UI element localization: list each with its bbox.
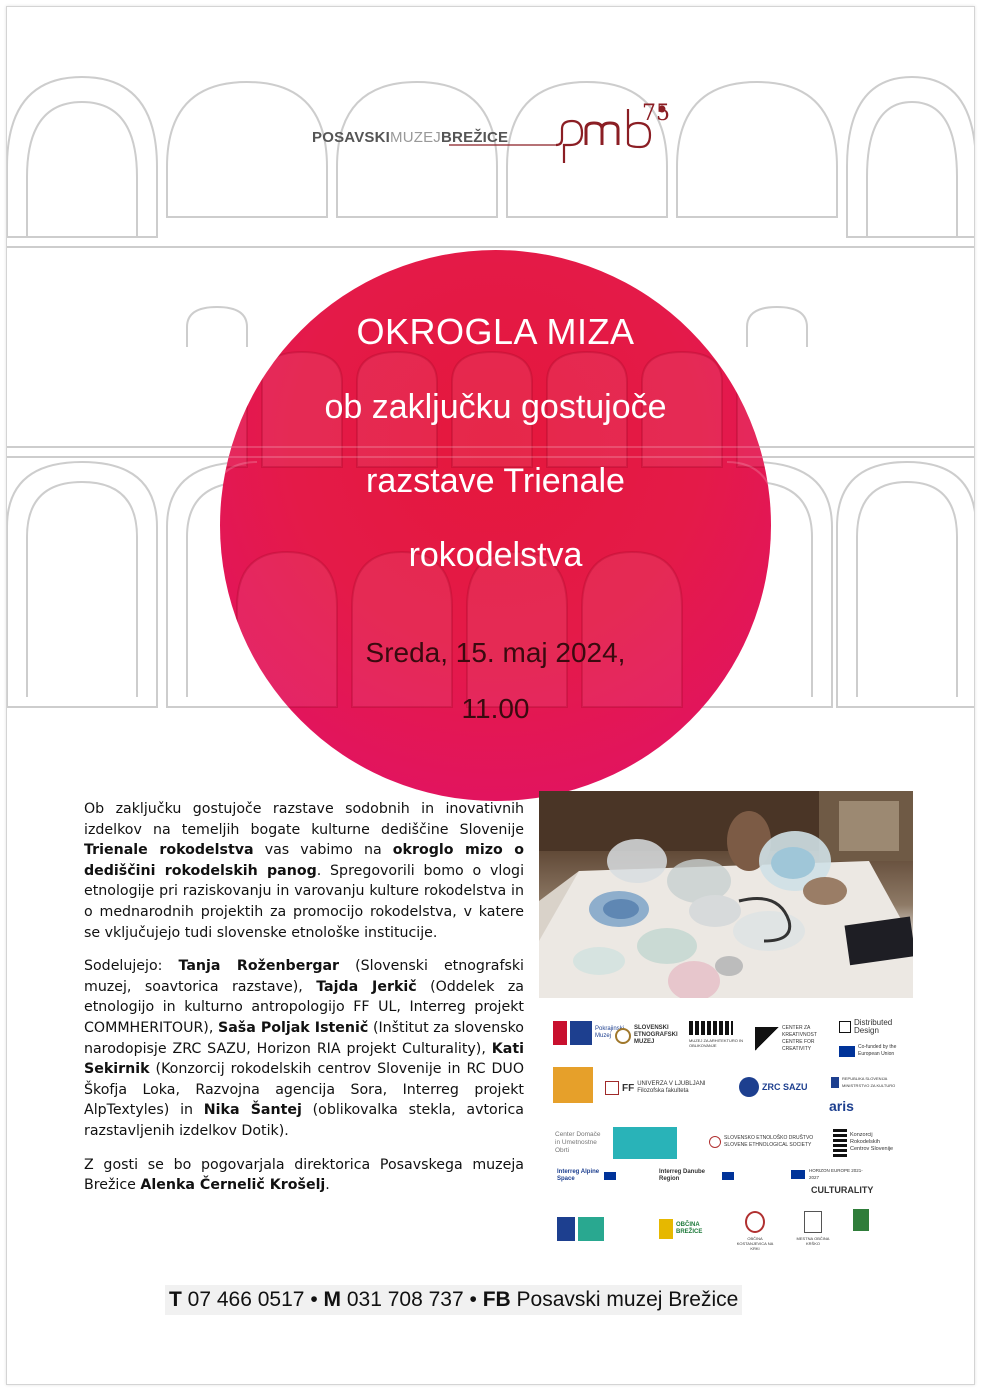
logo-konzorcij: Konzorcij Rokodelskih Centrov Slovenije <box>833 1127 909 1157</box>
logo-filozofska-fakulteta: FF UNIVERZA V LJUBLJANI Filozofska fakulteta <box>605 1081 733 1095</box>
logo-wordmark: POSAVSKIMUZEJBREŽICE <box>312 129 509 146</box>
logo-interreg-danube: Interreg Danube Region <box>659 1169 775 1183</box>
logo-pokrajinski-figures <box>553 1067 593 1103</box>
mao-mark-icon <box>689 1021 733 1035</box>
logo-mao: MUZEJ ZA ARHITEKTURO IN OBLIKOVANJE <box>689 1021 749 1048</box>
logo-obcina-kostanjevica: OBČINA KOSTANJEVICA NA KRKI <box>735 1211 775 1251</box>
logo-mestna-obcina-krsko: MESTNA OBČINA KRŠKO <box>791 1211 835 1246</box>
krsko-crest-icon <box>804 1211 822 1233</box>
eu-flag-icon <box>839 1046 855 1057</box>
logo-center-za-kreativnost: CENTER ZA KREATIVNOST CENTRE FOR CREATIVITY <box>755 1025 833 1053</box>
event-subtitle-line-2: razstave Trienale <box>366 462 625 500</box>
headline-text <box>220 307 771 580</box>
eu-flag-icon <box>722 1172 734 1180</box>
logo-obcina-1 <box>557 1217 604 1241</box>
logo-ra-sora <box>613 1127 677 1159</box>
municipality-crest-icon <box>557 1217 575 1241</box>
sem-emblem-icon <box>615 1028 631 1044</box>
town-crest-icon <box>853 1209 869 1231</box>
logo-obcina-crest <box>853 1209 869 1231</box>
event-datetime <box>220 635 771 727</box>
logo-culturality: HORIZON EUROPE 2021-2027 CULTURALITY <box>791 1167 911 1194</box>
logo-distributed-design: Distributed Design Co-funded by the European Union <box>839 1019 915 1058</box>
invitation-body <box>84 799 524 1209</box>
exhibition-photo <box>539 791 913 998</box>
konzorcij-mark-icon <box>833 1127 847 1157</box>
ck-mark-icon <box>755 1027 779 1051</box>
logo-sed: SLOVENSKO ETNOLOŠKO DRUŠTVO SLOVENE ETHNOLOGICAL SOCIETY <box>709 1135 829 1149</box>
event-subtitle-line-1: ob zaključku gostujoče <box>324 388 667 426</box>
distributed-design-icon <box>839 1021 851 1033</box>
partner-logos <box>547 1011 917 1261</box>
ra-sora-icon <box>613 1127 677 1159</box>
paragraph-moderator: Z gosti se bo pogovarjala direktorica Posavskega muzeja Brežice Alenka Černelič Krošelj. <box>84 1156 524 1194</box>
zrc-emblem-icon <box>739 1077 759 1097</box>
logo-pokrajinski-muzej: Pokrajinski Muzej <box>553 1021 623 1045</box>
paragraph-intro: Ob zaključku gostujoče razstave sodobnih in inovativnih izdelkov na temeljih bogate kulturne dediščine Slovenije Trienale rokodelstva vas vabimo na okroglo mizo o dediščini rokodelskih panog. Spregovorili bomo o vlogi etnologije pri raziskovanju in varovanju kulture rokodelstva in o mednarodnih projektih za promocijo rokodelstva, v katere se vključujejo tudi slovenske etnološke institucije. <box>84 801 525 941</box>
logo-center-domace-umetnostne-obrti: Center Domače in Umetnostne Obrti <box>555 1131 601 1154</box>
poster-page <box>6 6 975 1385</box>
event-date: Sreda, 15. maj 2024, <box>365 637 626 668</box>
event-title: OKROGLA MIZA <box>356 311 635 352</box>
logo-zrc-sazu: ZRC SAZU <box>739 1077 808 1097</box>
contact-footer: T 07 466 0517 • M 031 708 737 • FB Posavski muzej Brežice <box>165 1285 742 1315</box>
pokrajinski-muzej-icon <box>553 1021 567 1045</box>
kostanjevica-crest-icon <box>745 1211 765 1233</box>
eu-flag-icon <box>604 1172 616 1180</box>
paragraph-participants: Sodelujejo: Tanja Roženbergar (Slovenski etnografski muzej, soavtorica razstave), Tajda Jerkič (Oddelek za etnologijo in kulturno antropologijo FF UL, Interreg projekt COMMHERITOUR), Saša Poljak Istenič (Inštitut za slovensko narodopisje ZRC SAZU, Horizon RIA projekt Culturality), Kati Sekirnik (Konzorcij rokodelskih centrov Slovenije in RC DUO Škofja Loka, Razvojna agencija Sora, Interreg projekt AlpTextyles) in Nika Šantej (oblikovalka stekla, avtorica razstavljenih izdelkov Dotik). <box>84 958 524 1139</box>
logo-slovenski-etnografski-muzej: SLOVENSKI ETNOGRAFSKI MUZEJ <box>615 1025 685 1046</box>
ul-emblem-icon <box>605 1081 619 1095</box>
logo-obcina-brezice: OBČINA BREŽICE <box>659 1219 719 1239</box>
eu-flag-icon <box>791 1170 805 1179</box>
slovenia-coat-icon <box>831 1077 839 1088</box>
logo-aris: aris <box>829 1098 854 1114</box>
logo-interreg-alpine: Interreg Alpine Space <box>557 1169 637 1183</box>
sed-emblem-icon <box>709 1136 721 1148</box>
event-subtitle-line-3: rokodelstva <box>408 536 583 574</box>
figures-icon <box>553 1067 593 1103</box>
glass-objects-illustration <box>539 791 913 998</box>
event-time: 11.00 <box>461 693 530 724</box>
anniversary-number: 75 <box>642 101 670 126</box>
logo-ministrstvo: REPUBLIKA SLOVENIJA MINISTRSTVO ZA KULTURO <box>831 1075 917 1089</box>
brezice-crest-icon <box>659 1219 673 1239</box>
museum-logo <box>312 99 692 179</box>
